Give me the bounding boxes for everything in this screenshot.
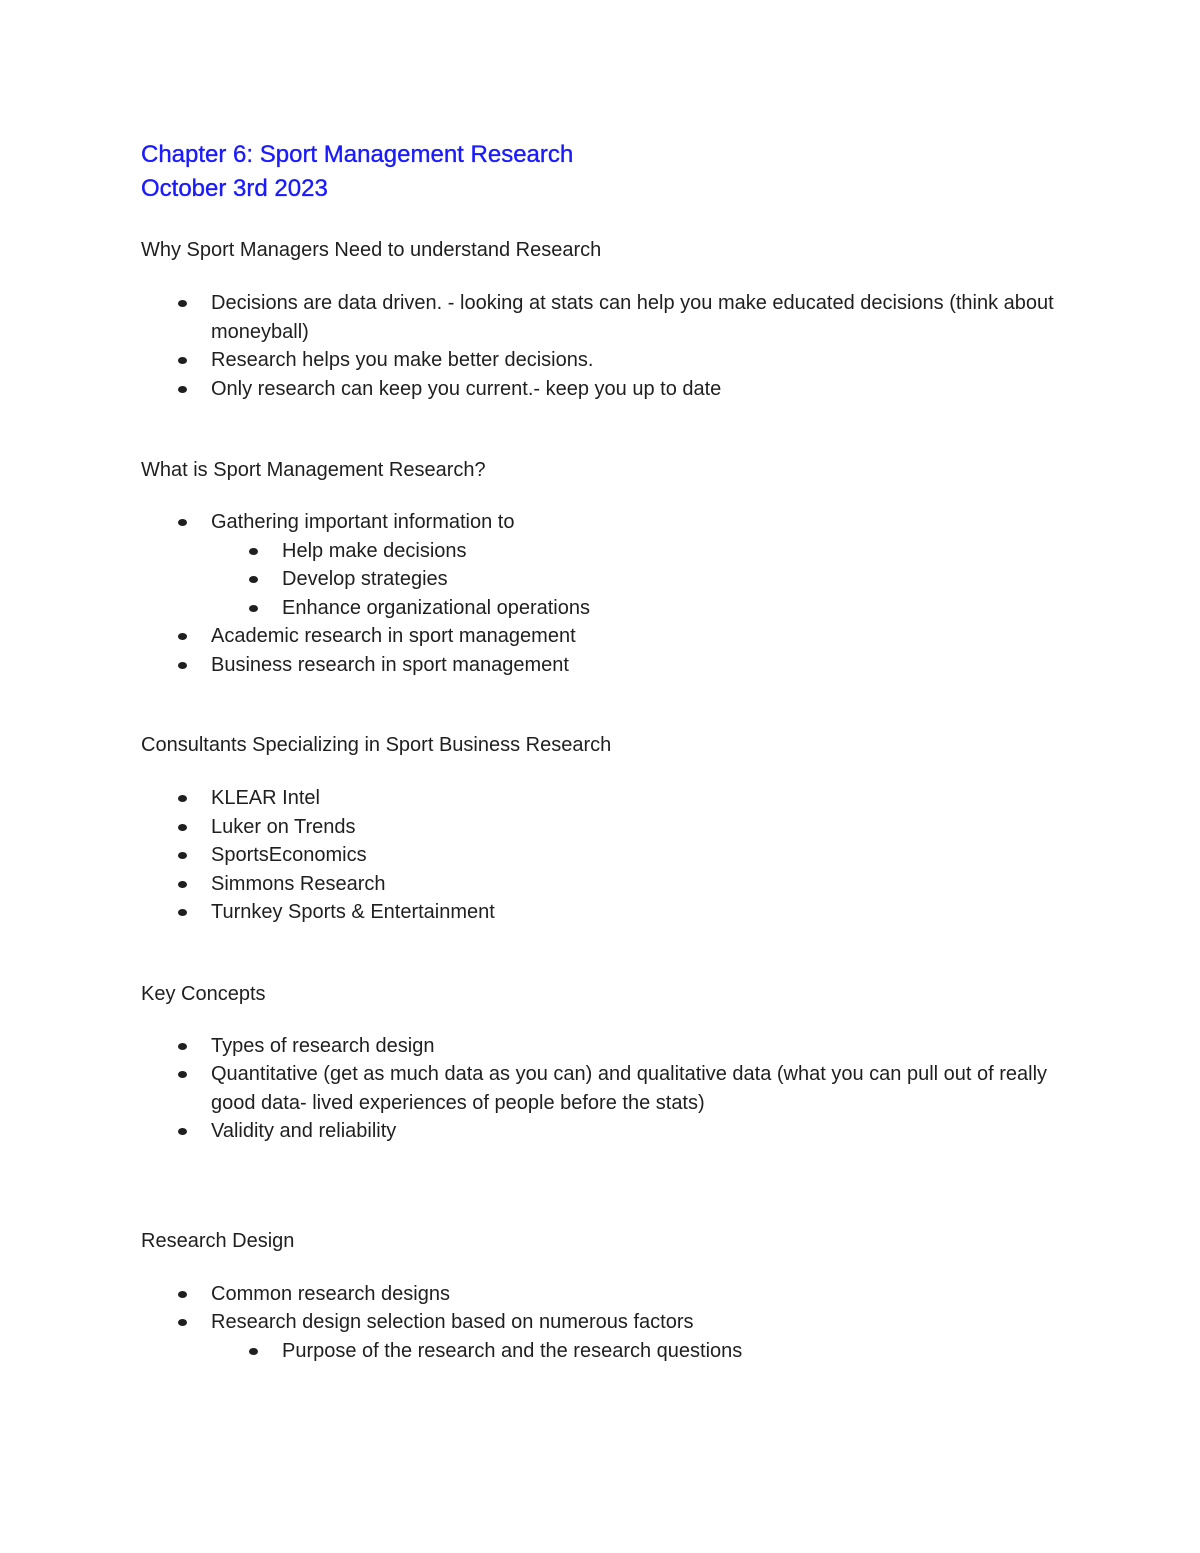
section-heading-key-concepts: Key Concepts	[141, 982, 266, 1005]
section-heading-consultants: Consultants Specializing in Sport Business Research	[141, 734, 612, 756]
bullet-icon	[178, 633, 187, 640]
bullet-icon	[178, 795, 187, 802]
bullet-icon	[249, 548, 258, 555]
list-item	[141, 289, 1071, 346]
document-date: October 3rd 2023	[141, 175, 328, 202]
list-item-text: Business research in sport management	[211, 653, 569, 676]
bullet-icon	[249, 605, 258, 612]
bullet-list	[141, 508, 1071, 537]
list-item-text: Academic research in sport management	[211, 625, 576, 647]
list-item-text: Develop strategies	[282, 568, 448, 590]
bullet-list	[141, 784, 1071, 927]
nested-list-item	[141, 1337, 1071, 1366]
bullet-icon	[178, 386, 187, 393]
bullet-list	[141, 1032, 1071, 1146]
bullet-icon	[178, 881, 187, 888]
bullet-icon	[178, 662, 187, 669]
nested-list-item	[141, 537, 1071, 566]
list-item-text: Quantitative (get as much data as you can) and qualitative data (what you can pull out of really good data- lived experiences of people before the stats)	[211, 1063, 1048, 1114]
nested-list-item	[141, 565, 1071, 594]
bullet-icon	[178, 1128, 187, 1135]
list-item-text: Help make decisions	[282, 539, 467, 562]
list-item-text: SportsEconomics	[211, 844, 367, 866]
list-item	[141, 508, 1071, 537]
list-item	[141, 1117, 1071, 1146]
list-item-text: Only research can keep you current.- keep you up to date	[211, 377, 722, 400]
list-item-text: Enhance organizational operations	[282, 596, 590, 619]
section-heading-why-sport-managers: Why Sport Managers Need to understand Research	[141, 239, 602, 261]
list-item	[141, 622, 1071, 651]
list-item-text: Simmons Research	[211, 872, 386, 895]
bullet-list	[141, 622, 1071, 679]
list-item-text: Research design selection based on numerous factors	[211, 1311, 694, 1333]
list-item-text: Validity and reliability	[211, 1120, 397, 1142]
bullet-list	[141, 289, 1071, 403]
nested-bullet-list	[141, 537, 1071, 623]
list-item-text: Common research designs	[211, 1282, 450, 1305]
list-item-text: Turnkey Sports & Entertainment	[211, 901, 495, 923]
bullet-icon	[178, 909, 187, 916]
list-item	[141, 784, 1071, 813]
bullet-icon	[178, 300, 187, 307]
list-item	[141, 1060, 1071, 1117]
section-heading-what-is-research: What is Sport Management Research?	[141, 459, 486, 481]
list-item	[141, 1032, 1071, 1061]
bullet-icon	[178, 357, 187, 364]
bullet-icon	[178, 519, 187, 526]
list-item	[141, 870, 1071, 899]
bullet-icon	[178, 1071, 187, 1078]
list-item	[141, 841, 1071, 870]
list-item-text: Decisions are data driven. - looking at stats can help you make educated decisions (think about moneyball)	[211, 292, 1054, 343]
bullet-list	[141, 1280, 1071, 1337]
bullet-icon	[178, 852, 187, 859]
list-item-text: Types of research design	[211, 1034, 435, 1057]
section-heading-research-design: Research Design	[141, 1229, 295, 1252]
list-item	[141, 813, 1071, 842]
document-page	[141, 138, 1071, 1365]
bullet-icon	[178, 1043, 187, 1050]
list-item	[141, 1308, 1071, 1337]
bullet-icon	[178, 1291, 187, 1298]
list-item	[141, 651, 1071, 680]
nested-list-item	[141, 594, 1071, 623]
list-item-text: Luker on Trends	[211, 815, 356, 838]
list-item	[141, 898, 1071, 927]
nested-bullet-list	[141, 1337, 1071, 1366]
bullet-icon	[249, 576, 258, 583]
list-item	[141, 346, 1071, 375]
list-item	[141, 1280, 1071, 1309]
list-item	[141, 375, 1071, 404]
document-title: Chapter 6: Sport Management Research	[141, 141, 574, 168]
bullet-icon	[249, 1348, 258, 1355]
bullet-icon	[178, 1319, 187, 1326]
list-item-text: Research helps you make better decisions.	[211, 349, 594, 371]
list-item-text: KLEAR Intel	[211, 787, 320, 809]
list-item-text: Gathering important information to	[211, 511, 515, 533]
list-item-text: Purpose of the research and the research questions	[282, 1339, 743, 1362]
bullet-icon	[178, 824, 187, 831]
